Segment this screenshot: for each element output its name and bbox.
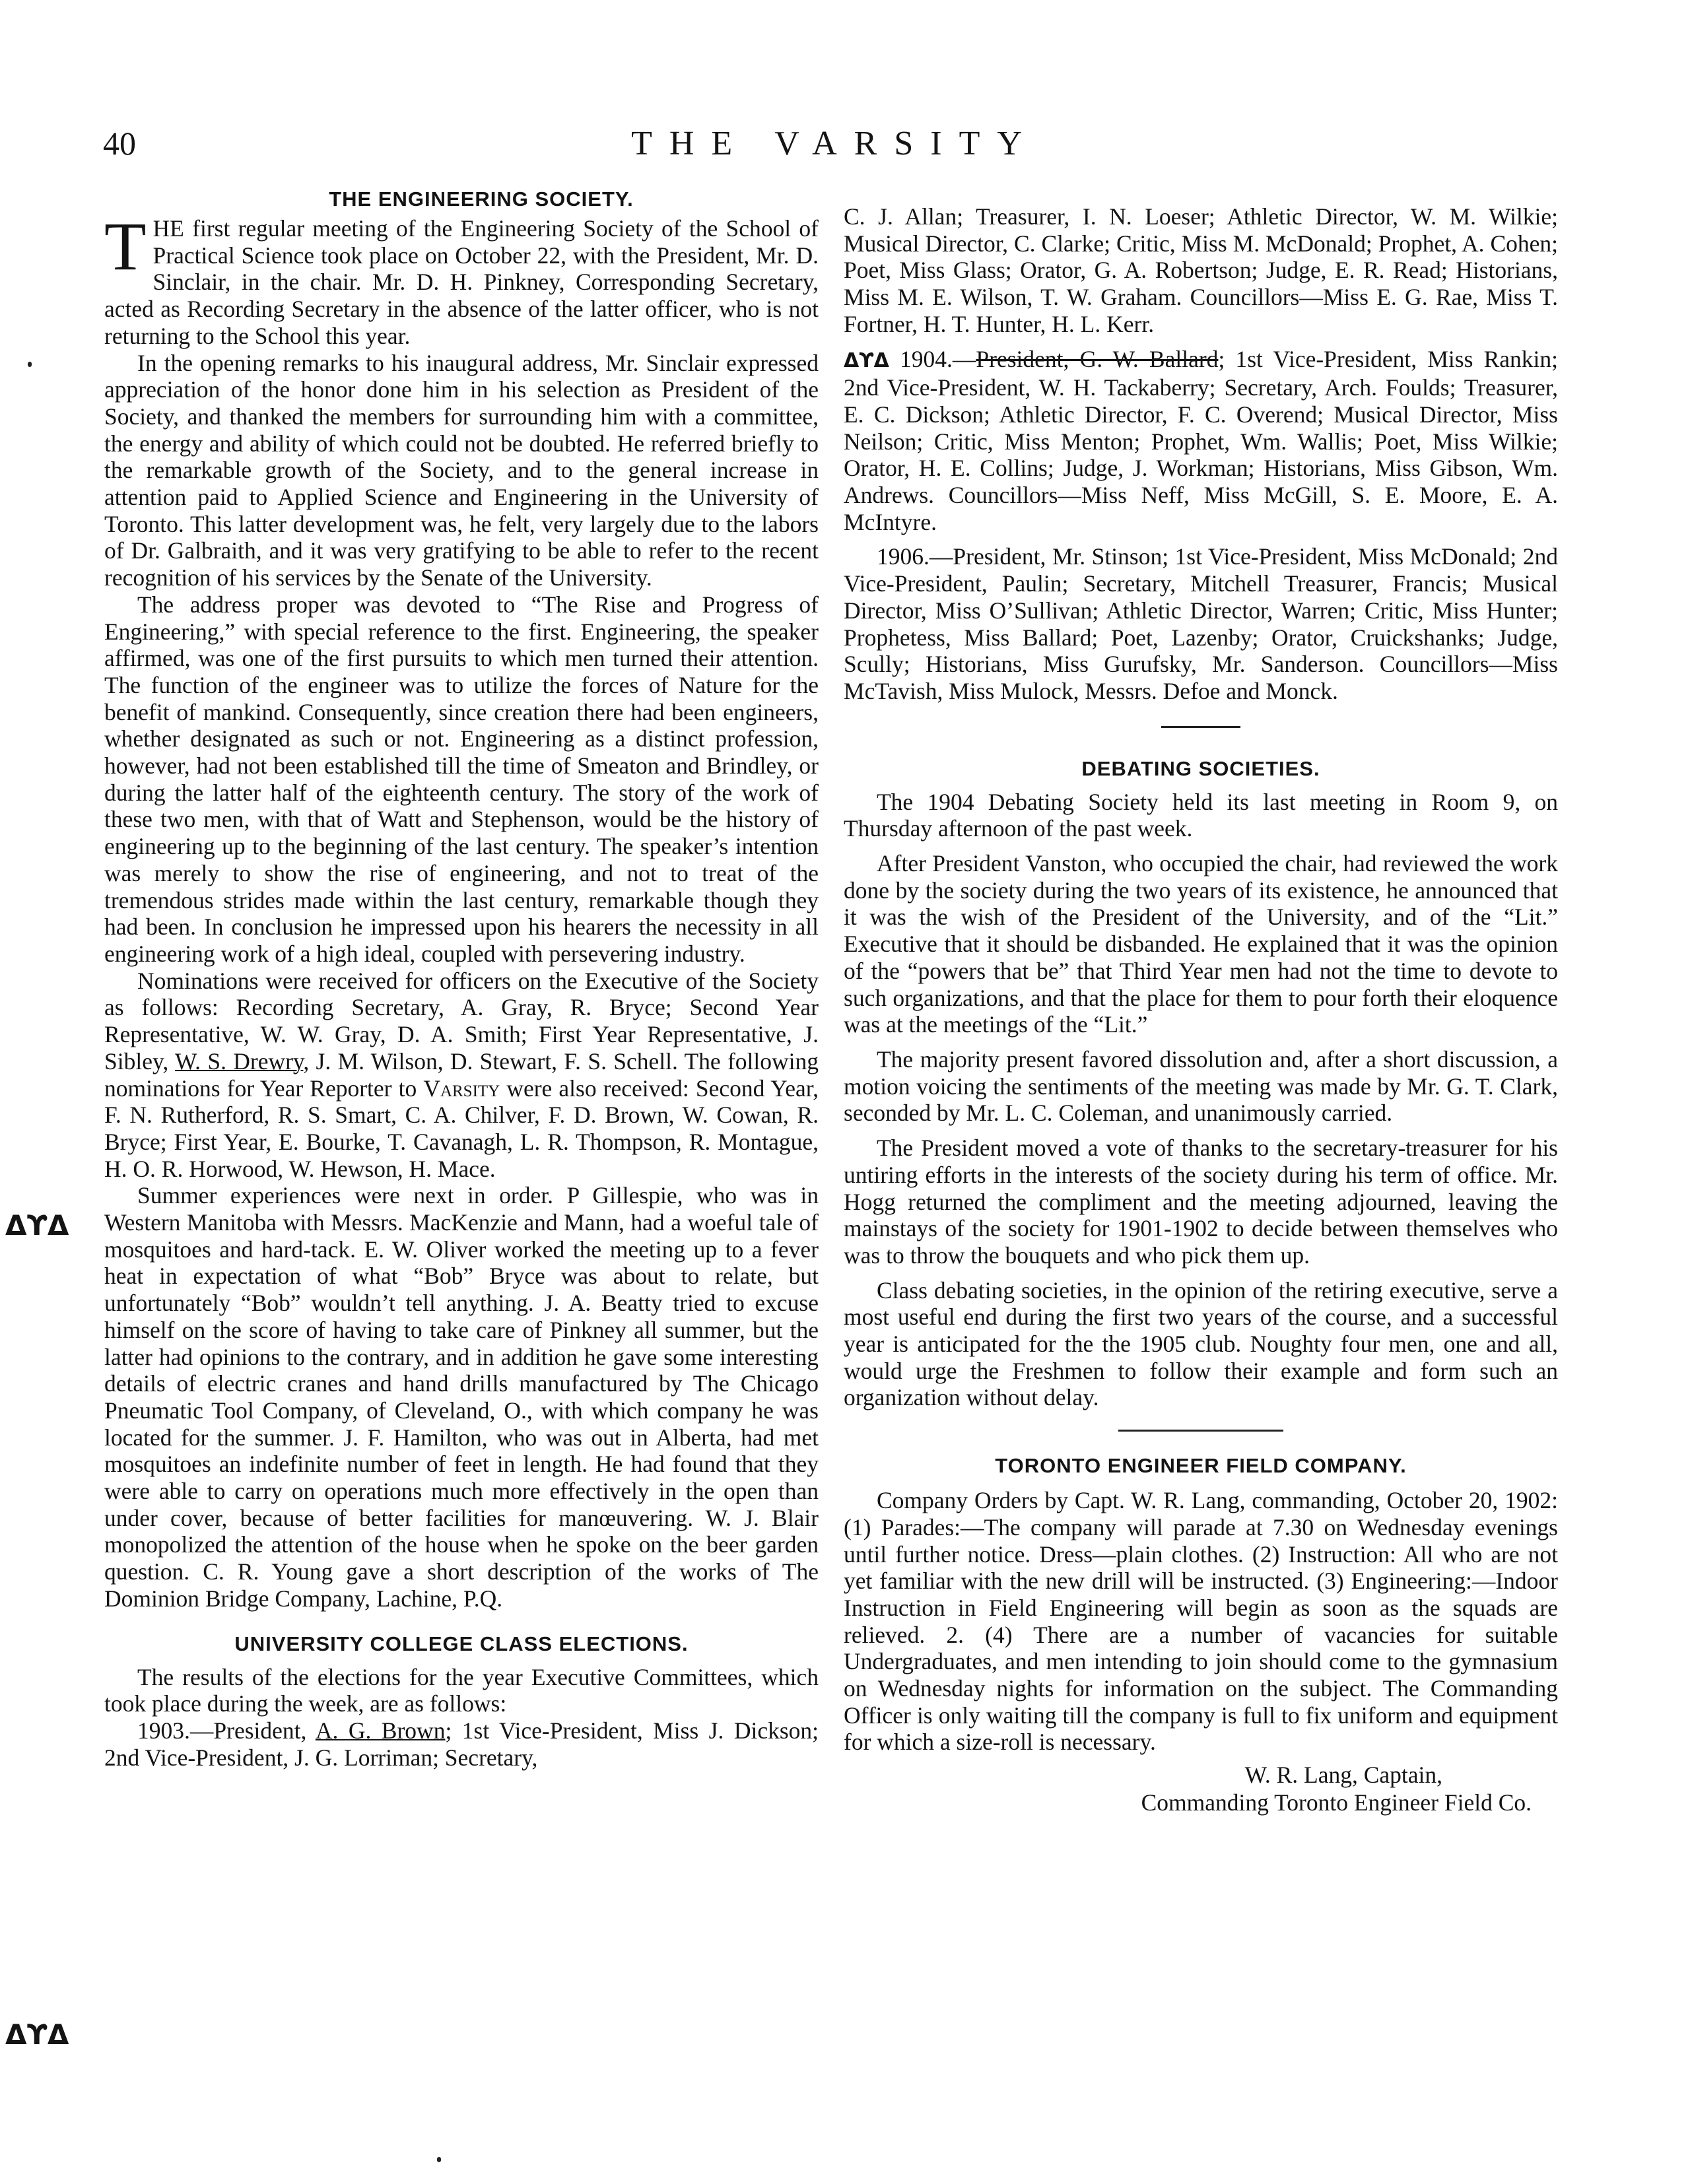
elections-1903-continued: C. J. Allan; Treasurer, I. N. Loeser; Athletic Director, W. M. Wilkie; Musical Director, C. Clarke; Critic, Miss M. McDonald; Prophet, A. Cohen; Poet, Miss Glass; Orator, G. A. Robertson; Judge, E. R. Read; Historians, Miss M. E. Wilson, T. W. Graham. Councillors—Miss E. G. Rae, Miss T. Fortner, H. T. Hunter, H. L. Kerr.: [844, 203, 1558, 337]
elections-1906: 1906.—President, Mr. Stinson; 1st Vice-President, Miss McDonald; 2nd Vice-President, Paulin; Secretary, Mitchell Treasurer, Francis; Musical Director, Miss O’Sullivan; Athletic Director, Warren; Critic, Miss Hunter; Prophetess, Miss Ballard; Poet, Lazenby; Orator, Cruickshanks; Judge, Scully; Historians, Miss Gurufsky, Mr. Sanderson. Councillors—Miss McTavish, Miss Mulock, Messrs. Defoe and Monck.: [844, 543, 1558, 704]
debating-paragraph-5: Class debating societies, in the opinion of the retiring executive, serve a most useful end during the first two years of the course, and a successful year is anticipated for the the 1905 club. Noughty four men, one and all, would urge the Freshmen to follow their example and form such an organization without delay.: [844, 1276, 1558, 1411]
underlined-name: A. G. Brown: [315, 1717, 446, 1744]
underlined-name: W. S. Drewry: [174, 1047, 304, 1075]
debating-paragraph-3: The majority present favored dissolution and, after a short discussion, a motion voicing the sentiments of the meeting was made by Mr. G. T. Clark, seconded by Mr. L. C. Coleman, and unanimously carried.: [844, 1045, 1558, 1127]
class-elections-heading: UNIVERSITY COLLEGE CLASS ELECTIONS.: [234, 1632, 689, 1655]
running-head: [99, 124, 1571, 170]
engineering-paragraph-5: Summer experiences were next in order. P Gillespie, who was in Western Manitoba with Messrs. MacKenzie and Mann, had a woeful tale of mosquitoes and hard-tack. E. W. Oliver worked the meeting up to a fever heat in expectation of what “Bob” Bryce was about to relate, but unfortunately “Bob” wouldn’t tell anything. J. A. Beatty tried to excuse himself on the score of having to take care of Pinkney all summer, but the latter had opinions to the contrary, and in addition he gave some interesting details of electric cranes and hand drills manufactured by The Chicago Pneumatic Tool Company, of Cleveland, O., with which company he was located for the summer. J. F. Hamilton, who was out in Alberta, had met mosquitoes an indefinite number of feet in length. He had found that they were able to carry on operations much more effectively in the open than under cover, because of better facilities for manœuvering. W. J. Blair monopolized the attention of the house when he spoke on the beer garden question. C. R. Young gave a short description of the works of The Dominion Bridge Company, Lachine, P.Q.: [104, 1182, 819, 1612]
margin-handwritten-mark: ΔϒΔ: [5, 1209, 69, 1241]
elections-1903: 1903.—President, A. G. Brown; 1st Vice-President, Miss J. Dickson; 2nd Vice-President, J. G. Lorriman; Secretary,: [104, 1717, 819, 1771]
debating-paragraph-1: The 1904 Debating Society held its last meeting in Room 9, on Thursday afternoon of the past week.: [844, 788, 1558, 842]
engineering-paragraph-2: In the opening remarks to his inaugural address, Mr. Sinclair expressed appreciation of the honor done him in his selection as President of the Society, and thanked the members for surrounding him with a committee, the energy and ability of which could not be doubted. He referred briefly to the remarkable growth of the Society, and to the general increase in attention paid to Applied Science and Engineering in the University of Toronto. This latter development was, he felt, very largely due to the labors of Dr. Galbraith, and it was very gratifying to be able to refer to the recent recognition of his services by the Senate of the University.: [104, 349, 819, 591]
drop-cap: T: [104, 209, 147, 284]
ink-speck: [437, 2157, 441, 2162]
elections-1904: ΔϒΔ 1904.—President, G. W. Ballard; 1st Vice-President, Miss Rankin; 2nd Vice-President, W. H. Tackaberry; Secretary, Arch. Foulds; Treasurer, E. C. Dickson; Athletic Director, F. C. Overend; Musical Director, Miss Neilson; Critic, Miss Menton; Prophet, Wm. Wallis; Poet, Miss Wilkie; Orator, H. E. Collins; Judge, J. Workman; Historians, Miss Gibson, Wm. Andrews. Councillors—Miss Neff, Miss McGill, S. E. Moore, E. A. McIntyre.: [844, 345, 1558, 535]
section-rule: [1118, 1430, 1283, 1432]
signature-block: [844, 1761, 1558, 1816]
right-column: [844, 186, 1558, 1816]
engineering-paragraph-1: THE first regular meeting of the Engineering Society of the School of Practical Science took place on October 22, with the President, Mr. D. Sinclair, in the chair. Mr. D. H. Pinkney, Corresponding Secretary, acted as Recording Secretary in the absence of the latter officer, who is not returning to the School this year.: [104, 209, 819, 349]
signature-name: W. R. Lang, Captain,: [1244, 1762, 1442, 1789]
struck-name: President, G. W. Ballard: [976, 345, 1219, 372]
field-company-orders: Company Orders by Capt. W. R. Lang, commanding, October 20, 1902: (1) Parades:—The company will parade at 7.30 on Wednesday evenings until further notice. Dress—plain clothes. (2) Instruction: All who are not yet familiar with the new drill will be instructed. (3) Engineering:—Indoor Instruction in Field Engineering will begin as soon as the squads are relieved. 2. (4) There are a number of vacancies for suitable Undergraduates, and men intending to join should come to the gymnasium on Wednesday nights for information on the subject. The Commanding Officer is only waiting till the company is full to fix uniform and equipment for which a size-roll is necessary.: [844, 1487, 1558, 1756]
left-column: [104, 186, 819, 1771]
engineering-paragraph-4: Nominations were received for officers on the Executive of the Society as follows: Recording Secretary, A. Gray, R. Bryce; Second Year Representative, W. W. Gray, D. A. Smith; First Year Representative, J. Sibley, W. S. Drewry, J. M. Wilson, D. Stewart, F. S. Schell. The following nominations for Year Reporter to Varsity were also received: Second Year, F. N. Rutherford, R. S. Smart, C. A. Chilver, F. D. Brown, W. Cowan, R. Bryce; First Year, E. Bourke, T. Cavanagh, L. R. Thompson, R. Montague, H. O. R. Horwood, W. Hewson, H. Mace.: [104, 967, 819, 1182]
signature-title: Commanding Toronto Engineer Field Co.: [1141, 1789, 1532, 1816]
margin-handwritten-mark: ΔϒΔ: [5, 2018, 69, 2051]
journal-title: THE VARSITY: [631, 125, 1039, 162]
debating-paragraph-4: The President moved a vote of thanks to the secretary-treasurer for his untiring efforts in the interests of the society during his term of office. Mr. Hogg returned the compliment and the meeting adjourned, leaving the mainstays of the society for 1901-1902 to decide between themselves who was to throw the bouquets and who pick them up.: [844, 1135, 1558, 1269]
elections-intro: The results of the elections for the year Executive Committees, which took place during the week, are as follows:: [104, 1663, 819, 1717]
ink-speck: [28, 362, 32, 367]
handwritten-mark: ΔϒΔ: [844, 348, 889, 372]
debating-paragraph-2: After President Vanston, who occupied the chair, had reviewed the work done by the society during the two years of its existence, he announced that it was the wish of the President of the University, and of the “Lit.” Executive that it should be disbanded. He explained that it was the opinion of the “powers that be” that Third Year men had not the time to devote to such organizations, and that the place for them to pour forth their eloquence was at the meetings of the “Lit.”: [844, 850, 1558, 1038]
engineering-paragraph-3: The address proper was devoted to “The Rise and Progress of Engineering,” with special reference to the first. Engineering, the speaker affirmed, was one of the first pursuits to which men turned their attention. The function of the engineer was to utilize the forces of Nature for the benefit of mankind. Consequently, since creation there had been engineers, whether designated as such or not. Engineering as a distinct profession, however, had not been established till the time of Smeaton and Brindley, or during the latter half of the eighteenth century. The story of the work of these two men, with that of Watt and Stephenson, would be the history of engineering up to the beginning of the last century. The speaker’s intention was merely to show the rise of engineering, and not to treat of the tremendous strides made within the last century, remarkable though they had been. In conclusion he impressed upon his hearers the necessity in all engineering work of a high ideal, coupled with persevering industry.: [104, 591, 819, 967]
field-company-heading: TORONTO ENGINEER FIELD COMPANY.: [995, 1454, 1407, 1478]
page-number: 40: [103, 125, 136, 162]
section-rule: [1161, 726, 1240, 728]
debating-societies-heading: DEBATING SOCIETIES.: [1081, 756, 1320, 780]
engineering-society-heading: THE ENGINEERING SOCIETY.: [329, 187, 634, 211]
